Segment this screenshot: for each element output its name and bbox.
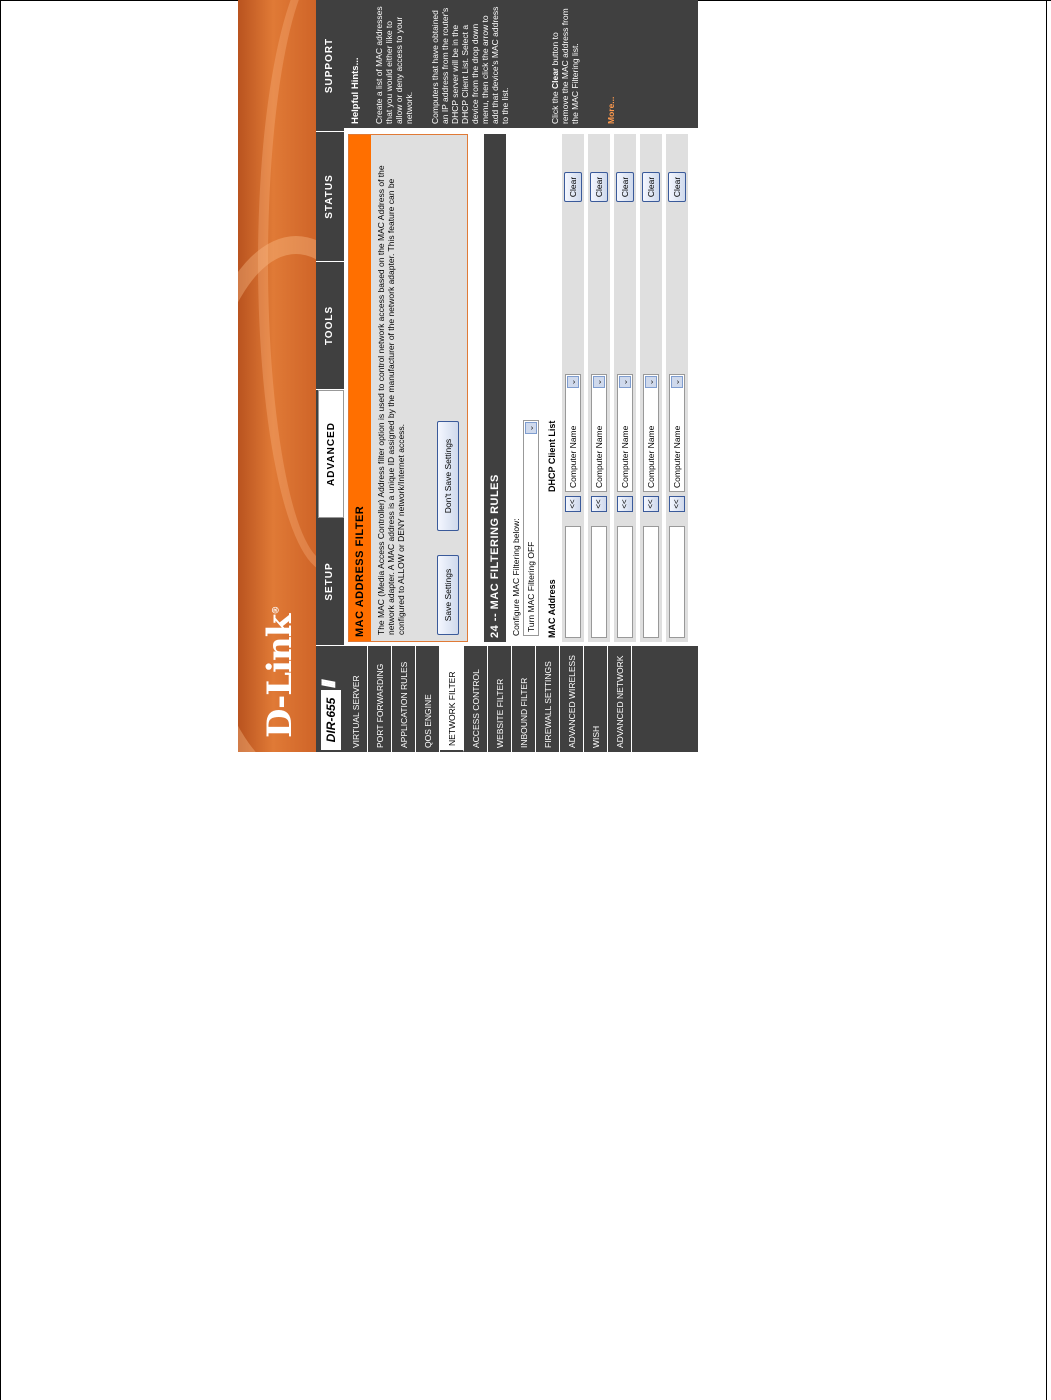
mac-filtering-mode-value: Turn MAC Filtering OFF [526, 541, 536, 632]
sidebar-item-wish[interactable]: WISH [584, 646, 608, 752]
sidebar-item-inbound-filter[interactable]: INBOUND FILTER [512, 646, 536, 752]
chevron-down-icon: ⌄ [525, 422, 537, 434]
mac-filter-panel [348, 134, 468, 642]
sidebar-item-firewall-settings[interactable]: FIREWALL SETTINGS [536, 646, 560, 752]
mac-address-input[interactable] [669, 526, 685, 638]
hints-title: Helpful Hints... [350, 57, 361, 124]
add-to-list-button[interactable]: << [565, 496, 581, 512]
tab-setup[interactable]: SETUP [316, 518, 344, 646]
hint-paragraph-3: Click the Clear button to remove the MAC address from the MAC Filtering list. [550, 8, 580, 124]
model-box [316, 646, 344, 752]
mac-address-input[interactable] [643, 526, 659, 638]
dlink-logo: D-Link® [260, 606, 300, 738]
helpful-hints-panel [344, 0, 698, 128]
chevron-down-icon: ⌄ [619, 376, 631, 388]
dhcp-client-list-column-header: DHCP Client List [547, 420, 557, 492]
mac-address-column-header: MAC Address [547, 579, 557, 638]
mac-address-input[interactable] [565, 526, 581, 638]
tab-status[interactable]: STATUS [316, 132, 344, 262]
sidebar [344, 646, 698, 752]
dhcp-client-select[interactable] [643, 374, 659, 492]
mac-filtering-rules-title: 24 -- MAC FILTERING RULES [484, 134, 506, 642]
clear-button[interactable]: Clear [642, 172, 660, 202]
sidebar-item-network-filter[interactable]: NETWORK FILTER [440, 646, 464, 752]
table-row [666, 134, 690, 642]
clear-button[interactable]: Clear [564, 172, 582, 202]
sidebar-item-application-rules[interactable]: APPLICATION RULES [392, 646, 416, 752]
model-label: DIR-655 [321, 690, 341, 750]
dhcp-client-value: Computer Name [568, 425, 578, 488]
table-row [640, 134, 664, 642]
add-to-list-button[interactable]: << [643, 496, 659, 512]
sidebar-item-port-forwarding[interactable]: PORT FORWARDING [368, 646, 392, 752]
tab-advanced[interactable]: ADVANCED [318, 390, 344, 518]
page-border-right [1046, 0, 1047, 1400]
header-banner [238, 0, 316, 752]
main-content [344, 132, 698, 646]
chevron-down-icon: ⌄ [645, 376, 657, 388]
dhcp-client-value: Computer Name [646, 425, 656, 488]
add-to-list-button[interactable]: << [669, 496, 685, 512]
sidebar-item-qos-engine[interactable]: QOS ENGINE [416, 646, 440, 752]
sidebar-item-advanced-wireless[interactable]: ADVANCED WIRELESS [560, 646, 584, 752]
sidebar-item-website-filter[interactable]: WEBSITE FILTER [488, 646, 512, 752]
page-border-left [0, 0, 1, 1400]
configure-label: Configure MAC Filtering below: [511, 518, 521, 636]
table-row [588, 134, 612, 642]
dont-save-settings-button[interactable]: Don't Save Settings [437, 421, 459, 531]
sidebar-item-advanced-network[interactable]: ADVANCED NETWORK [608, 646, 632, 752]
dhcp-client-value: Computer Name [620, 425, 630, 488]
dhcp-client-select[interactable] [617, 374, 633, 492]
more-link[interactable]: More... [606, 96, 616, 124]
clear-button[interactable]: Clear [668, 172, 686, 202]
clear-button[interactable]: Clear [616, 172, 634, 202]
tab-support[interactable]: SUPPORT [316, 0, 344, 132]
hint-paragraph-2: Computers that have obtained an IP address from the router's DHCP server will be in the DHCP Client List. Select a device from the drop down menu, then click the arrow to add that device's MAC address to the list. [430, 6, 510, 124]
mac-address-input[interactable] [591, 526, 607, 638]
model-slashes: /// [319, 681, 339, 688]
tab-tools[interactable]: TOOLS [316, 262, 344, 390]
router-admin-ui [238, 0, 698, 752]
chevron-down-icon: ⌄ [671, 376, 683, 388]
dhcp-client-select[interactable] [591, 374, 607, 492]
table-row [562, 134, 586, 642]
chevron-down-icon: ⌄ [593, 376, 605, 388]
dhcp-client-value: Computer Name [672, 425, 682, 488]
dhcp-client-select[interactable] [565, 374, 581, 492]
save-settings-button[interactable]: Save Settings [437, 555, 459, 635]
sidebar-item-access-control[interactable]: ACCESS CONTROL [464, 646, 488, 752]
chevron-down-icon: ⌄ [567, 376, 579, 388]
mac-address-input[interactable] [617, 526, 633, 638]
dhcp-client-select[interactable] [669, 374, 685, 492]
dhcp-client-value: Computer Name [594, 425, 604, 488]
sidebar-item-virtual-server[interactable]: VIRTUAL SERVER [344, 646, 368, 752]
mac-filtering-mode-select[interactable] [523, 420, 539, 636]
hint-paragraph-1: Create a list of MAC addresses that you would either like to allow or deny access to your network. [374, 6, 414, 124]
add-to-list-button[interactable]: << [617, 496, 633, 512]
mac-filter-description: The MAC (Media Access Controller) Address filter option is used to control network access based on the MAC Address of the network adapter. A MAC address is a unique ID assigned by the manufacturer of the network adapter. This feature can be configured to ALLOW or DENY network/Internet access. [376, 165, 406, 635]
add-to-list-button[interactable]: << [591, 496, 607, 512]
mac-filter-title: MAC ADDRESS FILTER [349, 135, 371, 641]
table-row [614, 134, 638, 642]
clear-button[interactable]: Clear [590, 172, 608, 202]
top-navigation [316, 0, 344, 752]
